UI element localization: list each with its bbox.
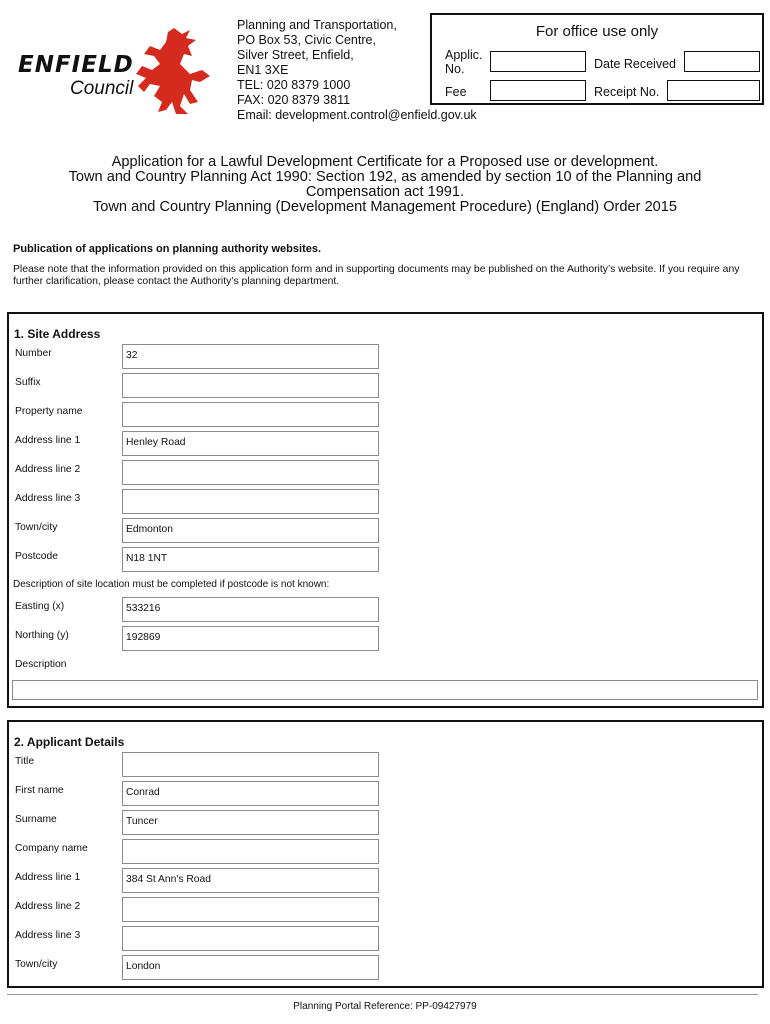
site-property-name-field[interactable] <box>122 402 379 427</box>
field-label: Address line 1 <box>15 872 81 883</box>
site-postcode-field[interactable]: N18 1NT <box>122 547 379 572</box>
publication-note: Please note that the information provided on this application form and in supporting documents may be published on the Authority’s website. If you require any further clarification, please contact the Authority’s planning department. <box>13 264 740 287</box>
applicant-first-name-field[interactable]: Conrad <box>122 781 379 806</box>
contact-fax: FAX: 020 8379 3811 <box>237 93 351 107</box>
field-label: Description <box>15 659 67 670</box>
site-number-field[interactable]: 32 <box>122 344 379 369</box>
contact-line: PO Box 53, Civic Centre, <box>237 33 376 47</box>
field-label: Address line 3 <box>15 493 81 504</box>
applic-no-label: Applic. <box>445 48 483 62</box>
receipt-no-field[interactable] <box>667 80 760 101</box>
field-label: Surname <box>15 814 57 825</box>
field-label: First name <box>15 785 64 796</box>
applic-no-label-2: No. <box>445 62 465 76</box>
section-title: 1. Site Address <box>14 327 101 341</box>
footer-divider <box>7 994 758 995</box>
council-contact-address <box>237 18 397 108</box>
site-town-field[interactable]: Edmonton <box>122 518 379 543</box>
office-use-panel <box>430 13 764 105</box>
field-label: Easting (x) <box>15 601 65 612</box>
contact-email: Email: development.control@enfield.gov.uk <box>237 108 477 122</box>
fee-label: Fee <box>445 85 467 99</box>
receipt-no-label: Receipt No. <box>594 85 660 99</box>
field-label: Title <box>15 756 35 767</box>
title-line: Town and Country Planning (Development Management Procedure) (England) Order 2015 <box>92 199 678 215</box>
field-label: Company name <box>15 843 88 854</box>
enfield-council-logo <box>18 22 208 114</box>
site-address-line-2-field[interactable] <box>122 460 379 485</box>
applicant-town-field[interactable]: London <box>122 955 379 980</box>
red-dragon-icon <box>130 24 212 116</box>
field-label: Northing (y) <box>15 630 69 641</box>
site-address-line-3-field[interactable] <box>122 489 379 514</box>
contact-phone: TEL: 020 8379 1000 <box>237 78 351 92</box>
applicant-address-line-2-field[interactable] <box>122 897 379 922</box>
easting-field[interactable]: 533216 <box>122 597 379 622</box>
fee-field[interactable] <box>490 80 586 101</box>
field-label: Property name <box>15 406 83 417</box>
logo-subtitle: Council <box>70 78 134 99</box>
northing-field[interactable]: 192869 <box>122 626 379 651</box>
planning-portal-reference: Planning Portal Reference: PP-09427979 <box>293 1001 477 1012</box>
field-label: Suffix <box>15 377 41 388</box>
applicant-title-field[interactable] <box>122 752 379 777</box>
contact-line: Silver Street, Enfield, <box>237 48 354 62</box>
field-label: Address line 2 <box>15 464 81 475</box>
applicant-surname-field[interactable]: Tuncer <box>122 810 379 835</box>
field-label: Postcode <box>15 551 58 562</box>
site-address-section <box>7 312 764 708</box>
field-label: Address line 2 <box>15 901 81 912</box>
section-title: 2. Applicant Details <box>14 735 125 749</box>
logo-wordmark: ENFIELD <box>18 52 134 78</box>
date-received-label: Date Received <box>594 57 676 71</box>
publication-heading: Publication of applications on planning authority websites. <box>13 243 322 255</box>
contact-line: EN1 3XE <box>237 63 289 77</box>
title-line: Application for a Lawful Development Certificate for a Proposed use or development. <box>111 154 659 170</box>
field-label: Address line 3 <box>15 930 81 941</box>
site-address-line-1-field[interactable]: Henley Road <box>122 431 379 456</box>
title-line: Town and Country Planning Act 1990: Section 192, as amended by section 10 of the Planning and <box>68 169 702 185</box>
date-received-field[interactable] <box>684 51 760 72</box>
form-title <box>20 155 750 215</box>
site-description-field[interactable] <box>12 680 758 700</box>
applic-no-field[interactable] <box>490 51 586 72</box>
field-label: Number <box>15 348 52 359</box>
applicant-details-section <box>7 720 764 988</box>
title-line: Compensation act 1991. <box>305 184 465 200</box>
contact-line: Planning and Transportation, <box>237 18 397 32</box>
field-label: Town/city <box>15 522 58 533</box>
applicant-address-line-3-field[interactable] <box>122 926 379 951</box>
field-label: Town/city <box>15 959 58 970</box>
applicant-company-field[interactable] <box>122 839 379 864</box>
office-use-title: For office use only <box>535 23 659 40</box>
applicant-address-line-1-field[interactable]: 384 St Ann's Road <box>122 868 379 893</box>
field-label: Address line 1 <box>15 435 81 446</box>
site-suffix-field[interactable] <box>122 373 379 398</box>
location-note: Description of site location must be completed if postcode is not known: <box>13 579 330 590</box>
